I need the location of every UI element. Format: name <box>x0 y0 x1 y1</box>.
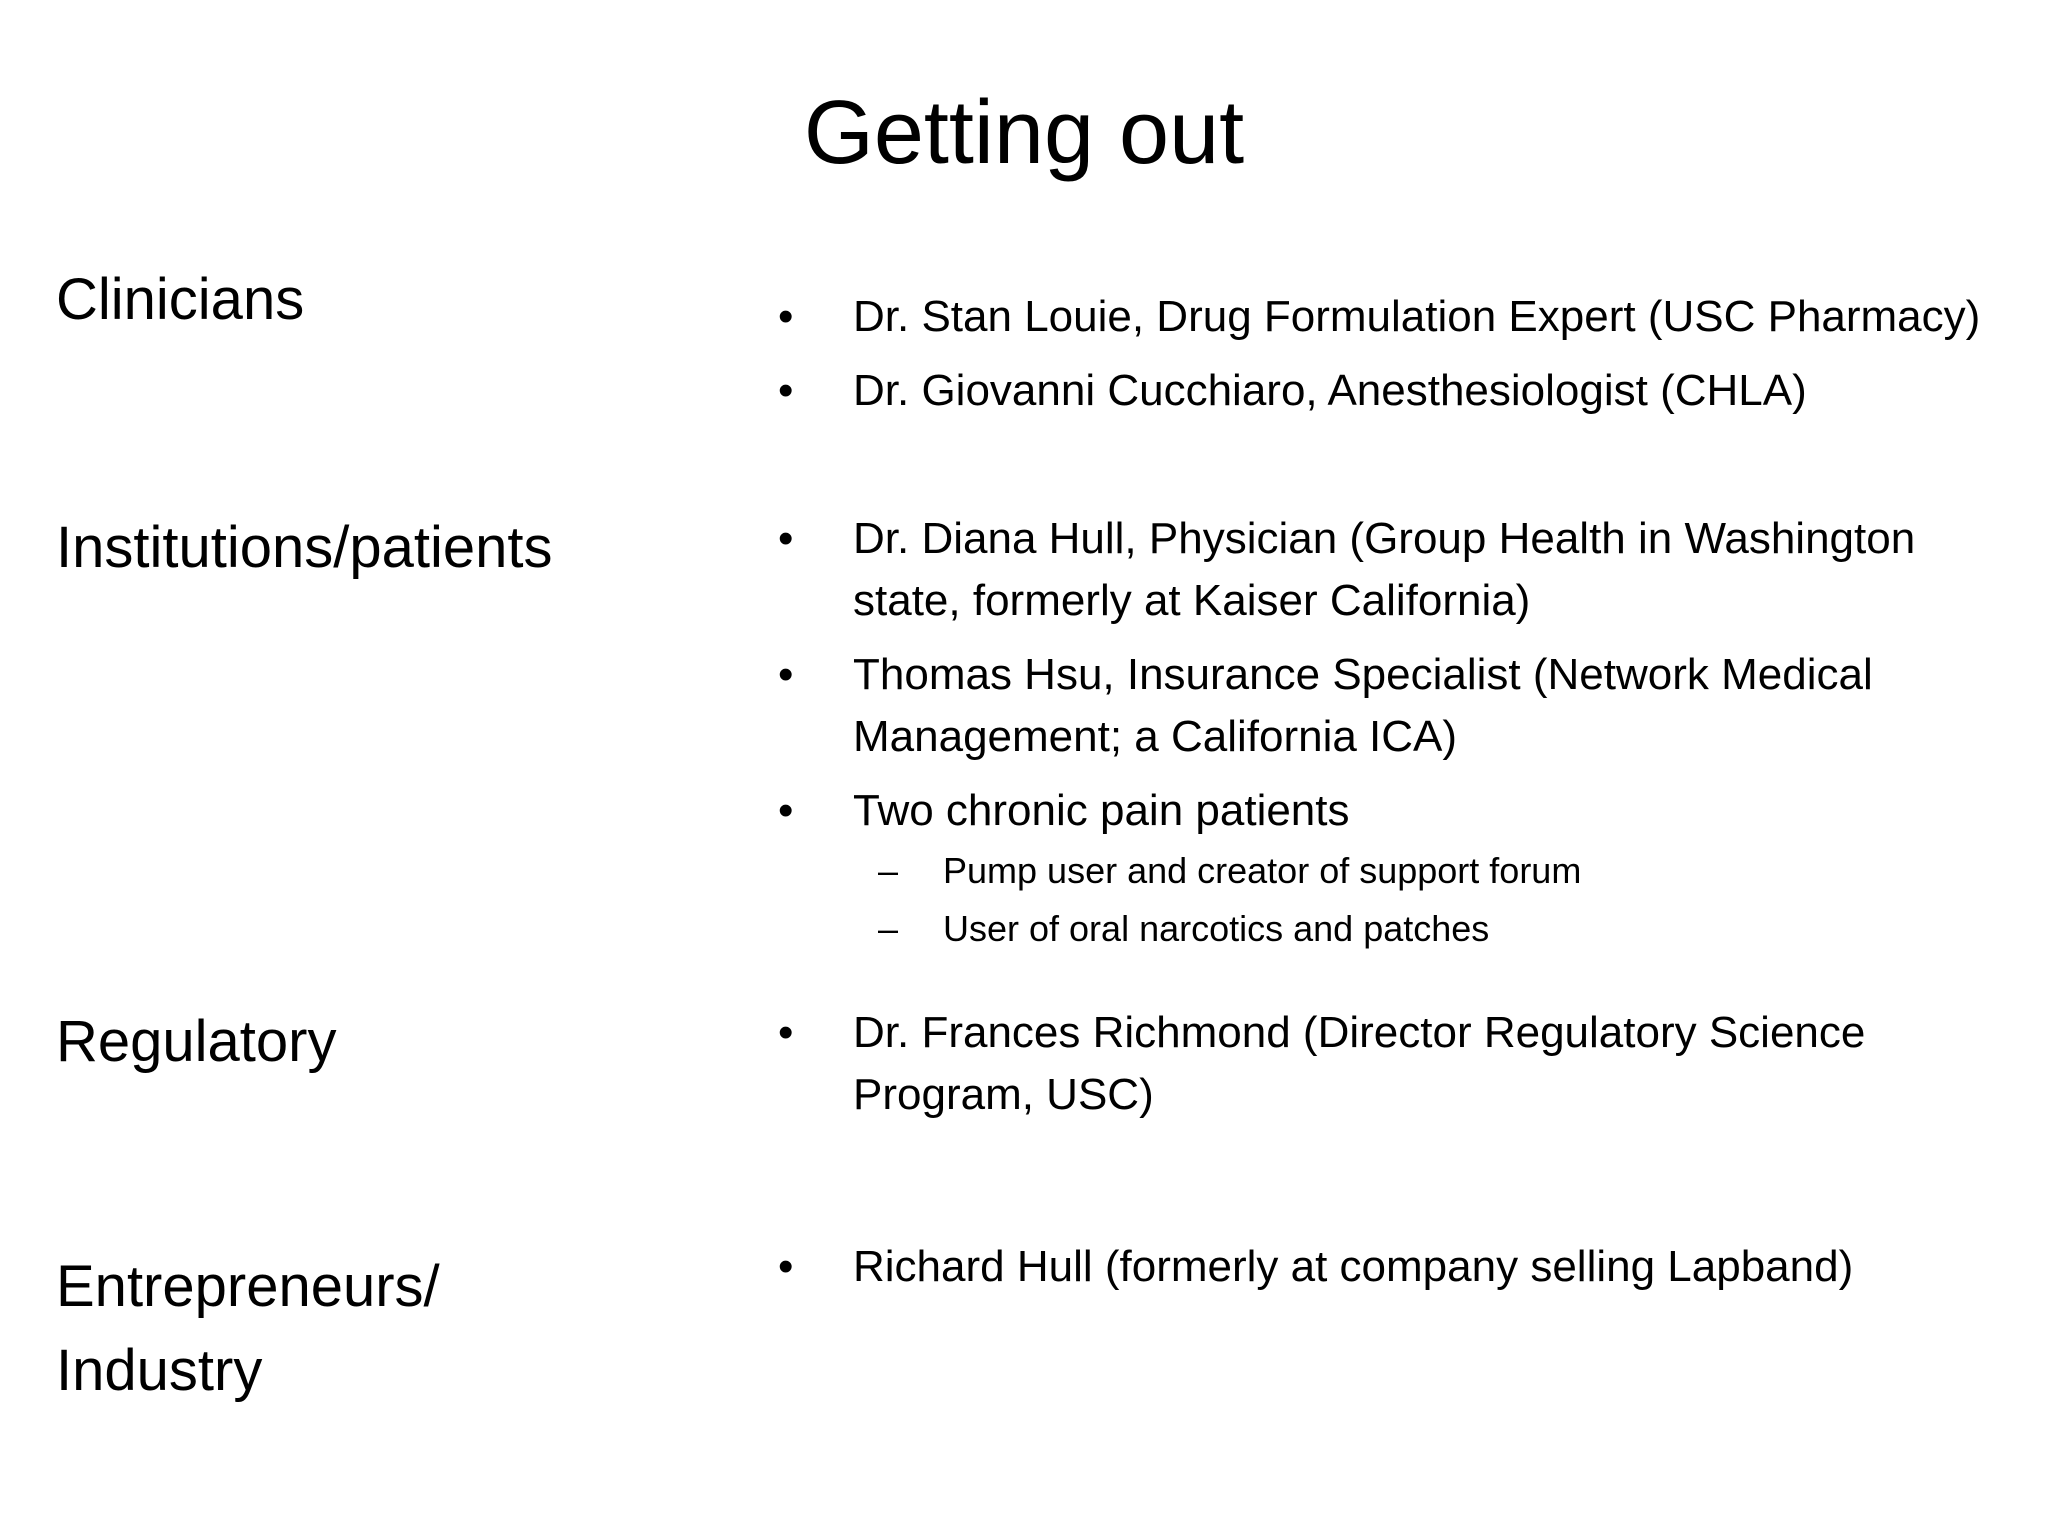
bullet-text: Dr. Frances Richmond (Director Regulatory Science Program, USC) <box>853 1008 1866 1119</box>
industry-list <box>0 1236 2013 1310</box>
clinicians-list <box>0 286 2013 434</box>
category-clinicians: Clinicians <box>56 267 305 332</box>
sub-bullet-text: Pump user and creator of support forum <box>943 850 1582 891</box>
list-item <box>0 508 2013 632</box>
sub-list-item <box>853 900 2013 958</box>
bullet-text: Dr. Stan Louie, Drug Formulation Expert (USC Pharmacy) <box>853 292 1981 341</box>
bullet-text: Two chronic pain patients <box>853 786 1350 835</box>
bullet-text: Dr. Giovanni Cucchiaro, Anesthesiologist (CHLA) <box>853 366 1807 415</box>
sub-list-item <box>853 842 2013 900</box>
regulatory-list <box>0 1002 2013 1138</box>
bullet-text: Richard Hull (formerly at company selling Lapband) <box>853 1242 1854 1291</box>
bullet-text: Dr. Diana Hull, Physician (Group Health in Washington state, formerly at Kaiser California) <box>853 514 1916 625</box>
slide-title: Getting out <box>803 83 1245 183</box>
bullet-marker: • <box>778 292 794 341</box>
bullet-marker: • <box>778 1008 794 1057</box>
sub-bullet-text: User of oral narcotics and patches <box>943 908 1490 949</box>
list-item <box>0 286 2013 348</box>
bullet-marker: • <box>778 1242 794 1291</box>
bullet-marker: • <box>778 366 794 415</box>
sub-list <box>853 842 2013 958</box>
category-label-line2: Industry <box>56 1338 263 1403</box>
list-item <box>0 1236 2013 1298</box>
category-institutions-patients: Institutions/patients <box>56 515 553 580</box>
institutions-list <box>0 508 2013 970</box>
list-item <box>0 780 2013 958</box>
bullet-marker: • <box>778 786 794 835</box>
dash-marker: – <box>878 850 899 891</box>
list-item <box>0 644 2013 768</box>
bullet-text: Thomas Hsu, Insurance Specialist (Network Medical Management; a California ICA) <box>853 650 1873 761</box>
category-label-line1: Entrepreneurs/ <box>56 1254 440 1319</box>
bullet-marker: • <box>778 650 794 699</box>
list-item <box>0 360 2013 422</box>
list-item <box>0 1002 2013 1126</box>
dash-marker: – <box>878 908 899 949</box>
bullet-marker: • <box>778 514 794 563</box>
category-regulatory: Regulatory <box>56 1009 337 1074</box>
